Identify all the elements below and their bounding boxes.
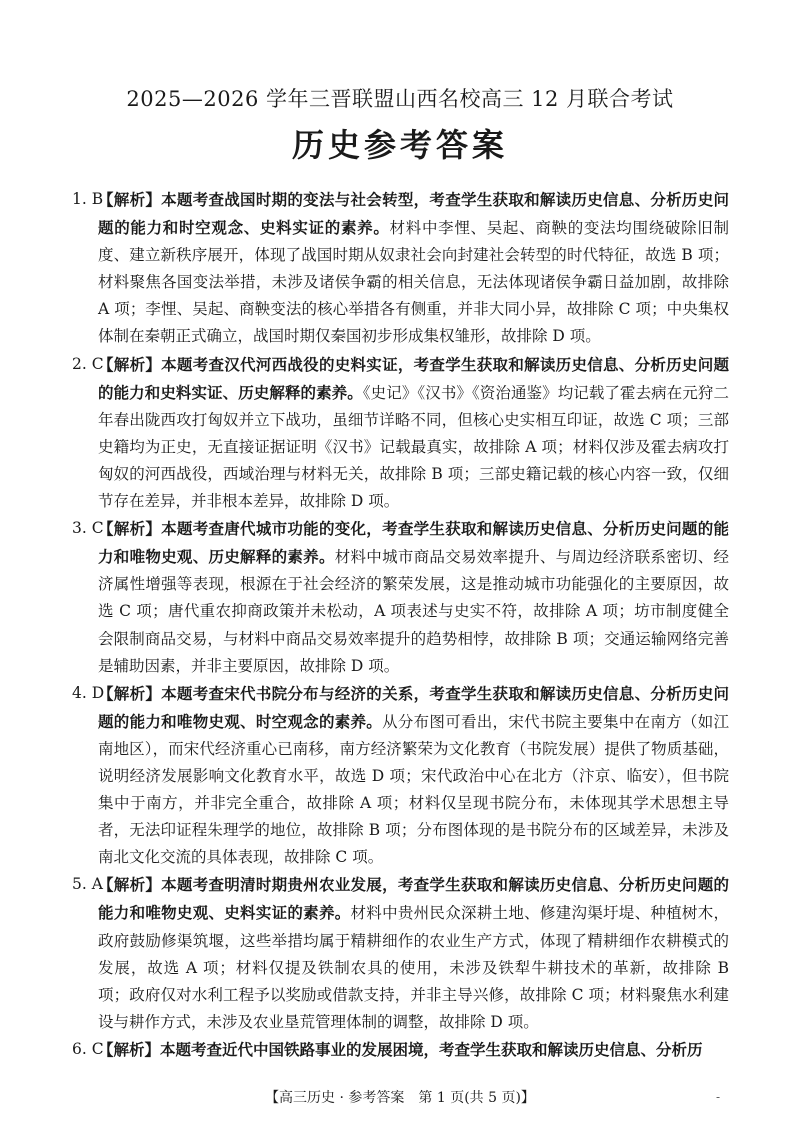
- answer-body: 《史记》《汉书》《资治通鉴》均记载了霍去病在元狩二年春出陇西攻打匈奴并立下战功，虽细节详略不同，但核心史实相互印证，故选 C 项；三部史籍均为正史，无直接证据证明《汉书》记载最真实，故排除 A 项；材料仅涉及霍去病攻打匈奴的河西战役，西域治理与材料无关，故排除 B 项；三部史籍记载的核心内容一致，仅细节存在差异，并非根本差异，故排除 D 项。: [98, 383, 729, 511]
- answer-label: 1. B: [72, 190, 104, 208]
- answer-label: 5. A: [72, 875, 103, 894]
- answer-list: [72, 186, 729, 1064]
- corner-mark: -: [716, 1090, 721, 1104]
- answer-heading: 【解析】本题考查明清时期贵州农业发展，考查学生获取和解读历史信息、分析历史问题的能力和唯物史观、史料实证的素养。: [98, 875, 729, 923]
- document-title: 历史参考答案: [291, 126, 508, 164]
- answer-body: 材料中城市商品交易效率提升、与周边经济联系密切、经济属性增强等表现，根源在于社会经济的繁荣发展，这是推动城市功能强化的主要原因，故选 C 项；唐代重农抑商政策并未松动，A 项表述与史实不符，故排除 A 项；坊市制度健全会限制商品交易，与材料中商品交易效率提升的趋势相悖，故排除 B 项；交通运输网络完善是辅助因素，并非主要原因，故排除 D 项。: [98, 548, 729, 675]
- page-footer: 【高三历史 · 参考答案 第 1 页(共 5 页)】: [265, 1090, 535, 1106]
- answer-heading: 【解析】本题考查近代中国铁路事业的发展困境，考查学生获取和解读历史信息、分析历: [98, 1039, 703, 1059]
- answer-label: 6. C: [72, 1039, 104, 1058]
- answer-item-5: [72, 871, 729, 1036]
- exam-title: 2025—2026 学年三晋联盟山西名校高三 12 月联合考试: [126, 87, 674, 111]
- answer-heading: 【解析】本题考查唐代城市功能的变化，考查学生获取和解读历史信息、分析历史问题的能力和唯物史观、历史解释的素养。: [98, 519, 729, 567]
- answer-item-6: [72, 1036, 729, 1064]
- answer-body: 材料中李悝、吴起、商鞅的变法均围绕破除旧制度、建立新秩序展开，体现了战国时期从奴隶社会向封建社会转型的时代特征，故选 B 项；材料聚焦各国变法举措，未涉及诸侯争霸的相关信息，无法体现诸侯争霸日益加剧，故排除 A 项；李悝、吴起、商鞅变法的核心举措各有侧重，并非大同小异，故排除 C 项；中央集权体制在秦朝正式确立，战国时期仅秦国初步形成集权雏形，故排除 D 项。: [98, 219, 729, 346]
- answer-label: 3. C: [72, 519, 104, 538]
- answer-item-2: [72, 351, 729, 516]
- answer-label: 2. C: [72, 354, 104, 373]
- answer-heading: 【解析】本题考查汉代河西战役的史料实证，考查学生获取和解读历史信息、分析历史问题的能力和史料实证、历史解释的素养。: [98, 354, 729, 402]
- answer-heading: 【解析】本题考查宋代书院分布与经济的关系，考查学生获取和解读历史信息、分析历史问题的能力和唯物史观、时空观念的素养。: [98, 683, 729, 731]
- answer-item-1: [72, 186, 729, 351]
- answer-body: 从分布图可看出，宋代书院主要集中在南方（如江南地区），而宋代经济重心已南移，南方经济繁荣为文化教育（书院发展）提供了物质基础，说明经济发展影响文化教育水平，故选 D 项；宋代政治中心在北方（汴京、临安），但书院集中于南方，并非完全重合，故排除 A 项；材料仅呈现书院分布，未体现其学术思想主导者，无法印证程朱理学的地位，故排除 B 项；分布图体现的是书院分布的区域差异，未涉及南北文化交流的具体表现，故排除 C 项。: [98, 712, 729, 867]
- answer-label: 4. D: [72, 683, 105, 702]
- answer-body: 材料中贵州民众深耕土地、修建沟渠圩堤、种植树木，政府鼓励修渠筑堰，这些举措均属于精耕细作的农业生产方式，体现了精耕细作农耕模式的发展，故选 A 项；材料仅提及铁制农具的使用，未涉及铁犁牛耕技术的革新，故排除 B 项；政府仅对水利工程予以奖励或借款支持，并非主导兴修，故排除 C 项；材料聚焦水利建设与耕作方式，未涉及农业垦荒管理体制的调整，故排除 D 项。: [98, 904, 729, 1031]
- answer-item-4: [72, 680, 729, 872]
- answer-item-3: [72, 515, 729, 680]
- answer-heading: 【解析】本题考查战国时期的变法与社会转型，考查学生获取和解读历史信息、分析历史问题的能力和时空观念、史料实证的素养。: [98, 190, 729, 238]
